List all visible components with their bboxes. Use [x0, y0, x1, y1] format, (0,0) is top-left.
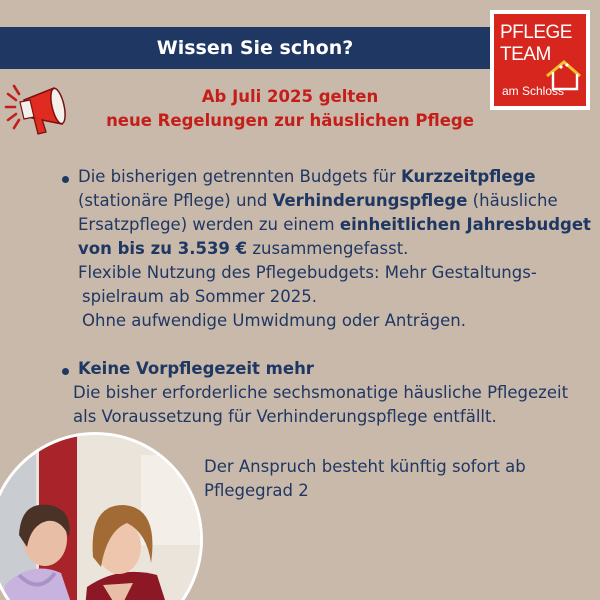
text: (stationäre Pflege) und: [78, 191, 273, 210]
headline-line-1: Ab Juli 2025 gelten: [201, 87, 379, 106]
logo: [490, 10, 590, 110]
text-bold: einheitlichen Jahresbudget: [339, 215, 591, 234]
bullet-2: [62, 368, 69, 375]
section1-line-6: spielraum ab Sommer 2025.: [82, 287, 318, 306]
section3-line-1: Der Anspruch besteht künftig sofort ab: [204, 457, 526, 476]
headline: [80, 85, 500, 133]
title-banner: [0, 27, 490, 69]
text: (häusliche: [467, 191, 558, 210]
text-bold: Kurzzeitpflege: [401, 167, 536, 186]
section3-line-2: Pflegegrad 2: [204, 481, 309, 500]
caregiver-photo: [0, 432, 203, 600]
logo-tile: [494, 14, 586, 106]
section1-line-4: [78, 237, 408, 261]
text-bold: von bis zu 3.539 €: [78, 239, 248, 258]
headline-line-2: neue Regelungen zur häuslichen Pflege: [106, 111, 474, 130]
logo-line-3: am Schloss: [502, 84, 565, 98]
section2-title: Keine Vorpflegezeit mehr: [78, 359, 314, 378]
section1-line-5: Flexible Nutzung des Pflegebudgets: Mehr Gestaltungs-: [78, 263, 537, 282]
section2-line-2: als Voraussetzung für Verhinderungspflege entfällt.: [73, 407, 497, 426]
section1-line-1: [78, 165, 536, 189]
text: Ersatzpflege) werden zu einem: [78, 215, 340, 234]
section2-line-1: Die bisher erforderliche sechsmonatige häusliche Pflegezeit: [73, 383, 569, 402]
section1-line-3: [78, 213, 591, 237]
photo-illustration: [0, 435, 203, 600]
megaphone-icon: [4, 80, 78, 138]
bullet-1: [62, 176, 69, 183]
logo-line-1: PFLEGE: [500, 22, 572, 43]
text: zusammengefasst.: [247, 239, 409, 258]
text-bold: Verhinderungspflege: [272, 191, 468, 210]
section1-line-2: [78, 189, 558, 213]
text: Die bisherigen getrennten Budgets für: [78, 167, 402, 186]
logo-line-2: TEAM: [500, 44, 551, 65]
banner-title: Wissen Sie schon?: [156, 37, 354, 59]
section1-line-7: Ohne aufwendige Umwidmung oder Anträgen.: [82, 311, 467, 330]
